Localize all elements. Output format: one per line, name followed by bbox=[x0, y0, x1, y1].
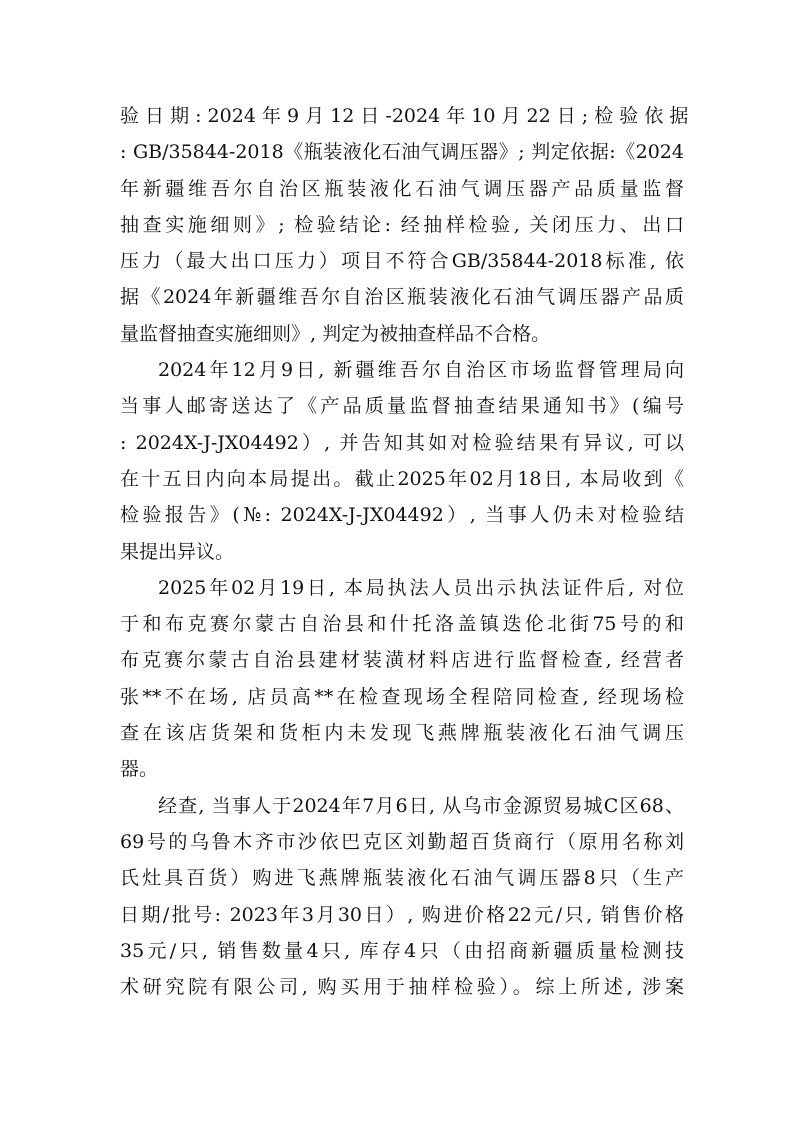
text-line: 当事人邮寄送达了《产品质量监督抽查结果通知书》(编号 bbox=[120, 395, 684, 418]
text-line: 张**不在场, 店员高**在检查现场全程陪同检查, 经现场检 bbox=[120, 685, 684, 708]
text-line: 据《2024年新疆维吾尔自治区瓶装液化石油气调压器产品质 bbox=[120, 286, 684, 309]
text-line: 术研究院有限公司, 购买用于抽样检验）。综上所述, 涉案 bbox=[120, 976, 684, 999]
text-line: 69号的乌鲁木齐市沙依巴克区刘勤超百货商行（原用名称刘 bbox=[120, 830, 684, 853]
text-line: 年新疆维吾尔自治区瓶装液化石油气调压器产品质量监督 bbox=[120, 177, 684, 200]
text-line: 2024年12月9日, 新疆维吾尔自治区市场监督管理局向 bbox=[158, 359, 684, 382]
text-line: 压力（最大出口压力）项目不符合GB/35844-2018标准, 依 bbox=[120, 250, 684, 273]
text-line: 验 日 期 : 2024 年 9 月 12 日 -2024 年 10 月 22 日 ; 检 验 依 据 bbox=[120, 105, 689, 127]
paragraph-notice-delivery bbox=[120, 352, 684, 570]
text-line: 在十五日内向本局提出。截止2025年02月18日, 本局收到《 bbox=[120, 467, 684, 490]
paragraph-inspection-result bbox=[120, 98, 689, 352]
text-line: 抽查实施细则》; 检验结论: 经抽样检验, 关闭压力、出口 bbox=[120, 213, 684, 236]
text-line: 果提出异议。 bbox=[120, 540, 235, 563]
text-line: 日期/批号: 2023年3月30日）, 购进价格22元/只, 销售价格 bbox=[120, 903, 684, 926]
text-line: 经查, 当事人于2024年7月6日, 从乌市金源贸易城C区68、 bbox=[158, 794, 684, 817]
text-line: : GB/35844-2018《瓶装液化石油气调压器》; 判定依据:《2024 bbox=[120, 141, 684, 164]
text-line: 查在该店货架和货柜内未发现飞燕牌瓶装液化石油气调压 bbox=[120, 722, 684, 745]
text-line: 于和布克赛尔蒙古自治县和什托洛盖镇迭伦北街75号的和 bbox=[120, 613, 684, 636]
text-line: 35元/只, 销售数量4只, 库存4只（由招商新疆质量检测技 bbox=[120, 939, 684, 962]
paragraph-investigation-findings bbox=[120, 788, 684, 1006]
text-line: 2025年02月19日, 本局执法人员出示执法证件后, 对位 bbox=[158, 576, 684, 599]
text-line: 氏灶具百货）购进飞燕牌瓶装液化石油气调压器8只（生产 bbox=[120, 867, 684, 890]
text-line: 器。 bbox=[120, 758, 159, 781]
text-line: 布克赛尔蒙古自治县建材装潢材料店进行监督检查, 经营者 bbox=[120, 649, 684, 672]
document-body bbox=[120, 98, 689, 1005]
text-line: 检验报告》(№: 2024X-J-JX04492）, 当事人仍未对检验结 bbox=[120, 504, 684, 527]
text-line: : 2024X-J-JX04492）, 并告知其如对检验结果有异议, 可以 bbox=[120, 431, 684, 454]
paragraph-site-inspection bbox=[120, 570, 684, 788]
text-line: 量监督抽查实施细则》, 判定为被抽查样品不合格。 bbox=[120, 322, 551, 345]
